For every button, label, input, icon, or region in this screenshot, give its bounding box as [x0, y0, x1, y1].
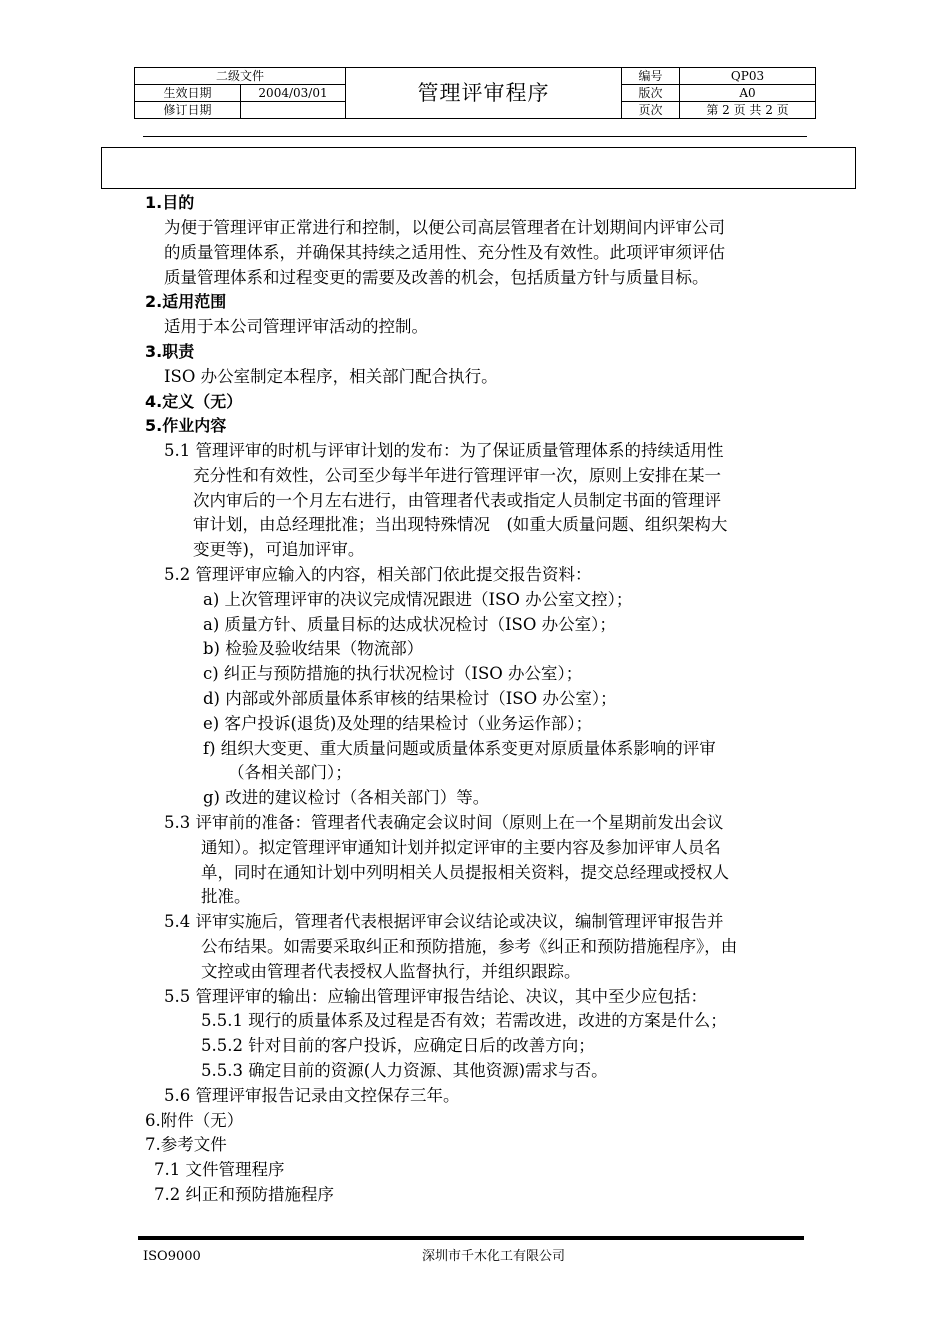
- reference-item: 7.2 纠正和预防措施程序: [154, 1185, 334, 1204]
- clause-5-1-text: 充分性和有效性，公司至少每半年进行管理评审一次，原则上安排在某一: [193, 466, 721, 485]
- footer-divider: [138, 1236, 804, 1240]
- document-title: 管理评审程序: [346, 68, 622, 119]
- section-1-heading: 1.目的: [145, 193, 195, 212]
- section-3-text: ISO 办公室制定本程序，相关部门配合执行。: [164, 367, 498, 386]
- list-item: d) 内部或外部质量体系审核的结果检讨（ISO 办公室）；: [203, 689, 617, 708]
- page-value: 第 2 页 共 2 页: [680, 102, 816, 119]
- clause-5-5-2: 5.5.2 针对目前的客户投诉，应确定日后的改善方向；: [201, 1036, 595, 1055]
- list-item: b) 检验及验收结果（物流部）: [203, 639, 424, 658]
- section-6-heading: 6.附件（无）: [145, 1111, 244, 1130]
- section-2-heading: 2.适用范围: [145, 292, 227, 311]
- clause-5-6: 5.6 管理评审报告记录由文控保存三年。: [164, 1086, 460, 1105]
- code-label: 编号: [622, 68, 680, 85]
- clause-5-3-text: 批准。: [201, 887, 251, 906]
- clause-5-3: 5.3 评审前的准备：管理者代表确定会议时间（原则上在一个星期前发出会议: [164, 813, 724, 832]
- section-4-heading: 4.定义（无）: [145, 392, 243, 411]
- document-header-table: [134, 67, 816, 119]
- clause-5-4-text: 公布结果。如需要采取纠正和预防措施，参考《纠正和预防措施程序》，由: [201, 937, 738, 956]
- footer-company: 深圳市千木化工有限公司: [422, 1249, 566, 1264]
- blank-box: [101, 147, 856, 189]
- section-1-text: 为便于管理评审正常进行和控制，以便公司高层管理者在计划期间内评审公司: [164, 218, 725, 237]
- version-label: 版次: [622, 85, 680, 102]
- clause-5-1: 5.1 管理评审的时机与评审计划的发布：为了保证质量管理体系的持续适用性: [164, 441, 724, 460]
- clause-5-3-text: 通知）。拟定管理评审通知计划并拟定评审的主要内容及参加评审人员名: [201, 838, 721, 857]
- clause-5-1-text: 次内审后的一个月左右进行，由管理者代表或指定人员制定书面的管理评: [193, 491, 721, 510]
- list-item: g) 改进的建议检讨（各相关部门）等。: [203, 788, 490, 807]
- list-item: a) 质量方针、质量目标的达成状况检讨（ISO 办公室）；: [203, 615, 616, 634]
- clause-5-3-text: 单，同时在通知计划中列明相关人员提报相关资料，提交总经理或授权人: [201, 863, 729, 882]
- effective-date-label: 生效日期: [135, 85, 241, 102]
- clause-5-5-1: 5.5.1 现行的质量体系及过程是否有效；若需改进，改进的方案是什么；: [201, 1011, 727, 1030]
- clause-5-4: 5.4 评审实施后，管理者代表根据评审会议结论或决议，编制管理评审报告并: [164, 912, 724, 931]
- effective-date-value: 2004/03/01: [241, 85, 346, 102]
- list-item: f) 组织大变更、重大质量问题或质量体系变更对原质量体系影响的评审: [203, 739, 716, 758]
- section-1-text: 质量管理体系和过程变更的需要及改善的机会，包括质量方针与质量目标。: [164, 268, 709, 287]
- footer-standard: ISO9000: [143, 1249, 201, 1264]
- clause-5-2: 5.2 管理评审应输入的内容，相关部门依此提交报告资料：: [164, 565, 592, 584]
- section-3-heading: 3.职责: [145, 342, 195, 361]
- list-item-continued: （各相关部门）；: [228, 763, 352, 782]
- list-item: e) 客户投诉(退货)及处理的结果检讨（业务运作部）；: [203, 714, 593, 733]
- clause-5-1-text: 变更等)，可追加评审。: [193, 540, 365, 559]
- list-item: c) 纠正与预防措施的执行状况检讨（ISO 办公室）；: [203, 664, 583, 683]
- section-2-text: 适用于本公司管理评审活动的控制。: [164, 317, 428, 336]
- reference-item: 7.1 文件管理程序: [154, 1160, 285, 1179]
- page-label: 页次: [622, 102, 680, 119]
- clause-5-5-3: 5.5.3 确定目前的资源(人力资源、其他资源)需求与否。: [201, 1061, 608, 1080]
- clause-5-4-text: 文控或由管理者代表授权人监督执行，并组织跟踪。: [201, 962, 581, 981]
- clause-5-1-text: 审计划，由总经理批准；当出现特殊情况 (如重大质量问题、组织架构大: [193, 515, 728, 534]
- revision-date-value: [241, 102, 346, 119]
- list-item: a) 上次管理评审的决议完成情况跟进（ISO 办公室文控）；: [203, 590, 633, 609]
- document-level: 二级文件: [135, 68, 346, 85]
- clause-5-5: 5.5 管理评审的输出：应输出管理评审报告结论、决议，其中至少应包括：: [164, 987, 707, 1006]
- code-value: QP03: [680, 68, 816, 85]
- section-5-heading: 5.作业内容: [145, 416, 227, 435]
- version-value: A0: [680, 85, 816, 102]
- section-1-text: 的质量管理体系，并确保其持续之适用性、充分性及有效性。此项评审须评估: [164, 243, 725, 262]
- revision-date-label: 修订日期: [135, 102, 241, 119]
- header-divider: [143, 136, 807, 137]
- section-7-heading: 7.参考文件: [145, 1135, 227, 1154]
